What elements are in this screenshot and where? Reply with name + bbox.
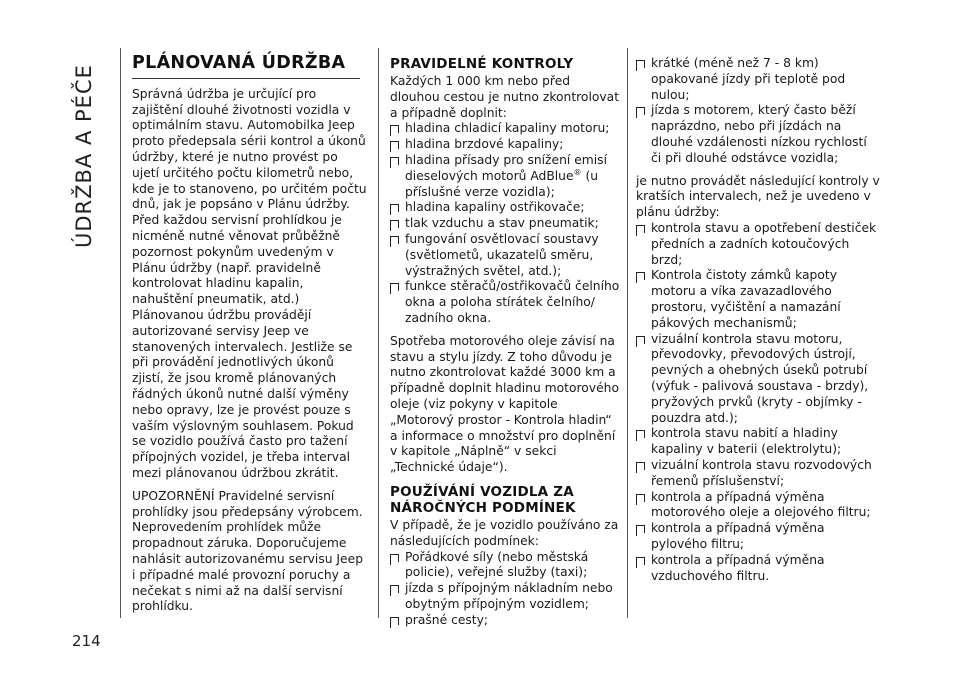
list-item-text: krátké (méně než 7 - 8 km) opakované jízdy při teplotě pod nulou;	[651, 56, 846, 102]
chapter-side-title-text: ÚDRŽBA A PÉČE	[72, 64, 96, 248]
list-item-text: prašné cesty;	[405, 612, 489, 627]
list-item	[390, 279, 620, 326]
section-heading-planned-maintenance: PLÁNOVANÁ ÚDRŽBA	[132, 53, 346, 73]
list-item	[636, 553, 880, 585]
checkbox-bullet-icon	[390, 617, 399, 625]
list-item	[636, 56, 880, 103]
list-item	[390, 232, 620, 279]
checkbox-bullet-icon	[636, 336, 645, 344]
list-item-text: tlak vzduchu a stav pneumatik;	[405, 216, 599, 231]
list-item-text: Kontrola čistoty zámků kapoty motoru a víka zavazadlového prostoru, vyčištění a namazání pákových mechanismů;	[651, 268, 841, 330]
checkbox-bullet-icon	[390, 141, 399, 149]
page-number: 214	[72, 632, 101, 650]
checkbox-bullet-icon	[636, 557, 645, 565]
checkbox-bullet-icon	[390, 236, 399, 244]
list-item	[390, 216, 620, 232]
paragraph-shorter-intervals: je nutno provádět následující kontroly v kratších intervalech, než je uvedeno v plánu údržby:	[636, 173, 880, 220]
registered-mark: ®	[573, 167, 582, 177]
column-2	[390, 56, 620, 629]
list-item-text: kontrola stavu nabití a hladiny kapaliny v baterii (elektrolytu);	[651, 426, 842, 457]
list-item	[636, 268, 880, 331]
checkbox-bullet-icon	[390, 554, 399, 562]
list-item-text: hladina přísady pro snížení emisí dieselových motorů AdBlue	[405, 152, 607, 183]
list-item-text: kontrola a případná výměna pylového filtru;	[651, 521, 825, 551]
list-item	[636, 458, 880, 490]
checkbox-bullet-icon	[636, 430, 645, 438]
list-item-text: kontrola a případná výměna vzduchového filtru.	[651, 552, 825, 583]
paragraph-authorized-service: Plánovanou údržbu provádějí autorizované servisy Jeep ve stanovených intervalech. Jestliže se při provádění jednotlivých úkonů zjistí, že jsou kromě plánovaných řádných úkonů nutné další výměny nebo opravy, lze je provést pouze s vaším výslovným souhlasem. Pokud se vozidlo používá často pro tažení přípojných vozidel, je třeba interval mezi plánovanou údržbou zkrátit.	[132, 307, 354, 480]
list-item-text: hladina chladicí kapaliny motoru;	[405, 121, 610, 136]
checkbox-bullet-icon	[390, 220, 399, 228]
list-item-text: Pořádkové síly (nebo městská policie), veřejné služby (taxi);	[405, 549, 589, 580]
list-item	[390, 121, 620, 137]
checkbox-bullet-icon	[636, 272, 645, 280]
paragraph-oil-consumption: Spotřeba motorového oleje závisí na stavu a stylu jízdy. Z toho důvodu je nutno zkontrolovat každé 3000 km a případně doplnit hladinu motorového oleje (viz pokyny v kapitole „Motorový prostor - Kontrola hladin“ a informace o množství pro doplnění v kapitole „Náplně“ v sekci „Technické údaje“).	[390, 333, 619, 475]
list-item-text: vizuální kontrola stavu rozvodových řemenů příslušenství;	[651, 457, 872, 488]
regular-checks-intro: Každých 1 000 km nebo před dlouhou cestou je nutno zkontrolovat a případně doplnit:	[390, 74, 620, 120]
column-divider-left	[120, 48, 121, 618]
list-item-text: fungování osvětlovací soustavy (světlometů, ukazatelů směru, výstražných světel, atd.);	[405, 231, 599, 278]
checkbox-bullet-icon	[390, 204, 399, 212]
checkbox-bullet-icon	[636, 225, 645, 233]
chapter-side-title	[72, 48, 108, 248]
list-item-text: funkce stěračů/ostřikovačů čelního okna a poloha stírátek čelního/ zadního okna.	[405, 279, 620, 325]
list-item	[636, 490, 880, 522]
list-item	[390, 200, 620, 216]
severe-conditions-intro: V případě, že je vozidlo používáno za následujících podmínek:	[390, 517, 619, 548]
list-item	[636, 221, 880, 268]
section-heading-regular-checks: PRAVIDELNÉ KONTROLY	[390, 56, 574, 72]
list-item	[390, 581, 620, 613]
list-item-text: kontrola a případná výměna motorového oleje a olejového filtru;	[651, 489, 871, 520]
checkbox-bullet-icon	[636, 462, 645, 470]
list-item-text: hladina brzdové kapaliny;	[405, 137, 564, 152]
list-item	[390, 550, 620, 582]
checkbox-bullet-icon	[390, 157, 399, 165]
list-item-text: vizuální kontrola stavu motoru, převodovky, převodových ústrojí, pevných a ohebných úseků potrubí (výfuk - palivová soustava - brzdy), pryžových prvků (kryty - objímky - pouzdra atd.);	[651, 331, 869, 425]
list-item	[390, 137, 620, 153]
column-divider-right	[627, 48, 628, 618]
checkbox-bullet-icon	[636, 494, 645, 502]
checkbox-bullet-icon	[390, 283, 399, 291]
section-underline	[132, 78, 360, 79]
list-item	[636, 426, 880, 458]
list-item-text: jízda s přípojným nákladním nebo obytným přípojným vozidlem;	[405, 581, 613, 611]
section-heading-severe-conditions: POUŽÍVÁNÍ VOZIDLA ZA NÁROČNÝCH PODMÍNEK	[390, 483, 576, 516]
list-item-text: hladina kapaliny ostřikovače;	[405, 200, 585, 215]
list-item	[390, 613, 620, 629]
list-item	[636, 521, 880, 553]
checkbox-bullet-icon	[390, 585, 399, 593]
list-item-text-tail: (u příslušné verze vozidla);	[405, 168, 599, 199]
checkbox-bullet-icon	[636, 525, 645, 533]
checkbox-bullet-icon	[636, 107, 645, 115]
list-item	[636, 332, 880, 427]
paragraph-intro: Správná údržba je určující pro zajištění dlouhé životnosti vozidla v optimálním stavu. Automobilka Jeep proto předepsala sérii kontrol a úkonů údržby, které je nutno provést po ujetí určitého počtu kilometrů nebo, kde je to stanoveno, po určitém počtu dnů, jak je popsáno v Plánu údržby.	[132, 86, 367, 212]
checkbox-bullet-icon	[636, 60, 645, 68]
column-1	[132, 53, 368, 615]
column-3	[636, 56, 880, 584]
list-item-text: kontrola stavu a opotřebení destiček předních a zadních kotoučových brzd;	[651, 220, 877, 267]
list-item	[636, 103, 880, 166]
checkbox-bullet-icon	[390, 125, 399, 133]
paragraph-before-service: Před každou servisní prohlídkou je nicméně nutné věnovat průběžně pozornost pokynům uvedeným v Plánu údržby (např. pravidelně kontrolovat hladinu kapalin, nahuštění pneumatik, atd.)	[132, 213, 342, 307]
list-item	[390, 153, 620, 200]
column-divider-middle	[378, 48, 379, 618]
list-item-text: jízda s motorem, který často běží naprázdno, nebo při jízdách na dlouhé vzdálenosti nízkou rychlostí či při dlouhé odstávce vozidla;	[651, 103, 867, 165]
paragraph-warning: UPOZORNĚNÍ Pravidelné servisní prohlídky jsou předepsány výrobcem. Neprovedením prohlídek může propadnout záruka. Doporučujeme nahlásit autorizovanému servisu Jeep i případné malé provozní poruchy a nečekat s nimi až na další servisní prohlídku.	[132, 488, 363, 614]
